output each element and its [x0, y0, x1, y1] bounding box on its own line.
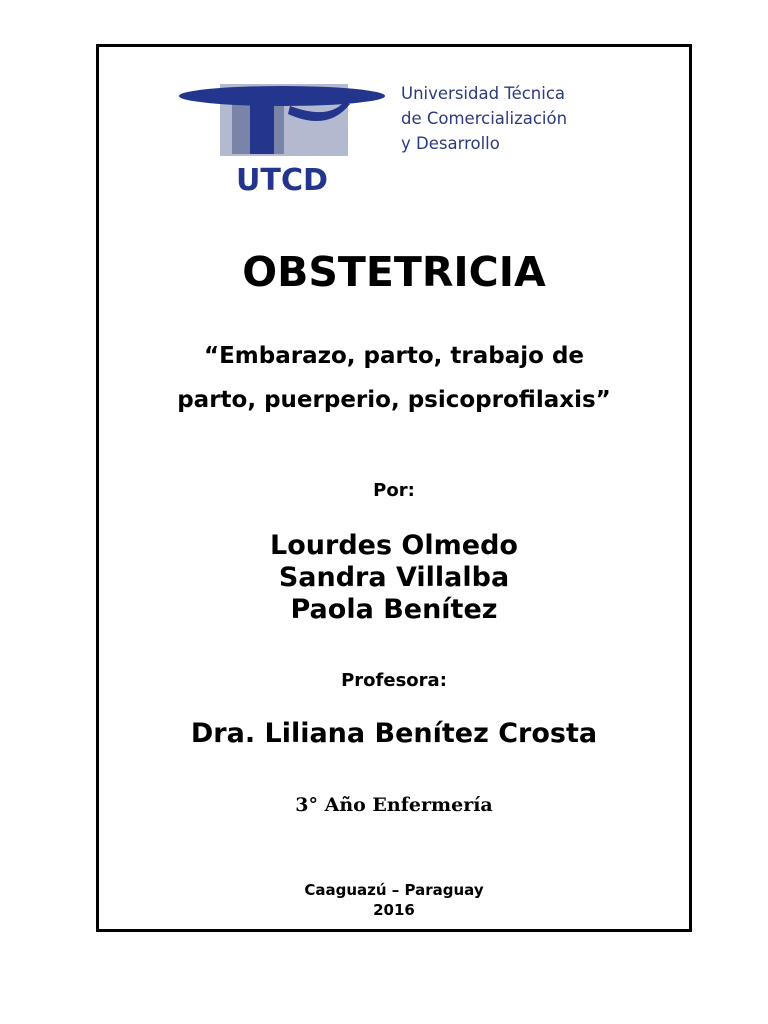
utcd-logo-icon — [178, 80, 388, 198]
teacher-label: Profesora: — [341, 670, 447, 691]
place: Caaguazú – Paraguay — [304, 881, 484, 899]
teacher-name: Dra. Liliana Benítez Crosta — [190, 718, 598, 749]
logo-stem — [250, 98, 274, 154]
year: 2016 — [373, 901, 415, 919]
document-title: OBSTETRICIA — [242, 248, 546, 296]
author-name: Lourdes Olmedo — [270, 530, 518, 561]
university-name-line: Universidad Técnica — [401, 84, 566, 103]
place-and-date — [98, 880, 690, 920]
by-label: Por: — [373, 480, 415, 501]
subtitle-line: “Embarazo, parto, trabajo de — [203, 343, 585, 369]
logo-acronym: UTCD — [236, 163, 328, 198]
university-name — [401, 81, 611, 156]
course-year: 3° Año Enfermería — [295, 794, 493, 816]
author-name: Paola Benítez — [290, 594, 498, 625]
subtitle-line: parto, puerperio, psicoprofilaxis” — [177, 387, 611, 413]
logo-oval-band — [179, 86, 385, 106]
document-subtitle — [98, 334, 690, 422]
university-name-line: de Comercialización — [401, 109, 568, 128]
author-list — [98, 530, 690, 626]
university-name-line: y Desarrollo — [401, 134, 500, 153]
author-name: Sandra Villalba — [278, 562, 510, 593]
